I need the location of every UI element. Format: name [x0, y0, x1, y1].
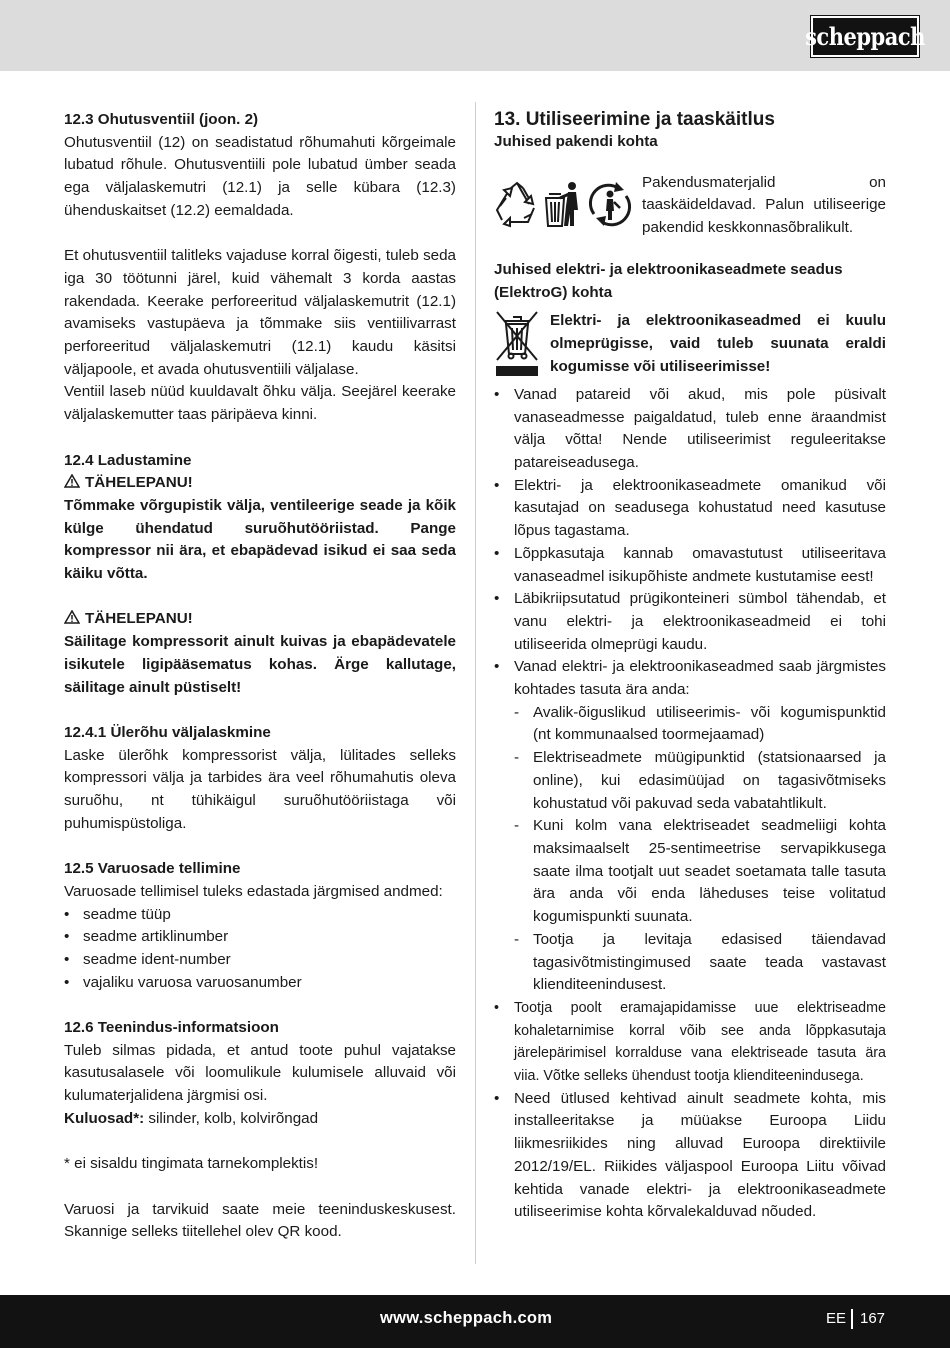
packaging-heading: Juhised pakendi kohta — [494, 133, 658, 150]
section-12-4-heading: 12.4 Ladustamine — [64, 451, 192, 469]
logo-text: scheppach — [805, 22, 925, 51]
section-12-3-paragraph-2: Et ohutusventiil talitleks vajaduse korral õigesti, tuleb seda iga 30 töötunni järel, kuid vähemalt 3 korda aastas rakendada. Keerake perforeeritud väljalaskemutrit (12.1) avamiseks vastupäeva ja tõmmake siis ventiilivarrast perforeeritud väljalaskemutri (12.1) kaudu käsitsi väljapoole, et avada ohutusventiili väljalase. — [64, 247, 456, 378]
list-item: • Tootja poolt eramajapidamisse uue elektriseadme kohaletarnimise korral võib see anda lõppkasutaja järelepärimisel korralduse vana elektriseade tasuta ära viia. Võtke selleks ühendust tootja klienditeenindusega. — [494, 997, 886, 1088]
warning-2-label: TÄHELEPANU! — [85, 610, 193, 628]
packaging-row — [494, 172, 886, 240]
list-item: • seadme artiklinumber — [64, 926, 456, 949]
list-item: • Vanad patareid või akud, mis pole püsivalt vanaseadmesse paigaldatud, tuleb enne äraandmist välja võtta! Nende utiliseerimist reguleeritakse patareiseadusega. — [494, 384, 886, 475]
wear-parts-line — [64, 1108, 456, 1131]
warning-triangle-icon — [64, 610, 80, 624]
trash-bin-person-icon — [544, 180, 582, 228]
section-12-3-paragraph-1: Ohutusventiil (12) on seadistatud rõhumahuti kõrgeimale lubatud rõhule. Ohutusventiili pole lubatud ümber seada ega väljalaskemutri (12.1) ja selle kübara (12.3) ühenduskaitset (12.2) eemaldada. — [64, 133, 456, 219]
section-13-title: 13. Utiliseerimine ja taaskäitlus — [494, 109, 775, 130]
sub-list-item: - Avalik-õiguslikud utiliseerimis- või kogumispunktid (nt kommunaalsed toormejaamad) — [514, 702, 886, 747]
collection-points-list — [514, 702, 886, 997]
footer-bar — [0, 1295, 950, 1348]
warning-1-text: Tõmmake võrgupistik välja, ventileerige seade ja kõik külge ühendatud suruõhutööriistad. Pange kompressor nii ära, et ebapädevad isikud ei saa seda käiku võtta. — [64, 496, 456, 583]
list-item: • Need ütlused kehtivad ainult seadmete kohta, mis installeeritakse ja müüakse Euroopa Liidu liikmesriikides ning alluvad Euroopa direktiivile 2012/19/EL. Riikides väljaspool Euroopa Liitu võivad kehtida vanade elektri- ja elektroonikaseadmete utiliseerimise kohta kõrvalekalduvad nõuded. — [494, 1088, 886, 1224]
packaging-text: Pakendusmaterjalid on taaskäideldavad. Palun utiliseerige pakendid keskkonnasõbralikult. — [642, 173, 886, 237]
crossed-out-bin-icon — [494, 310, 540, 376]
list-item: • Läbikriipsutatud prügikonteineri sümbol tähendab, et vanu elektri- ja elektroonikaseadmeid ei tohi utiliseerida olmeprügi kaudu. — [494, 588, 886, 656]
warning-triangle-icon — [64, 474, 80, 488]
weee-symbol — [494, 310, 550, 384]
list-item: • seadme tüüp — [64, 904, 456, 927]
collection-points-intro: • Vanad elektri- ja elektroonikaseadmed saab järgmistes kohtades tasuta ära anda: — [514, 658, 886, 699]
weee-warning-text: Elektri- ja elektroonikaseadmed ei kuulu olmeprügisse, vaid tuleb suunata eraldi kogumisse või utiliseerimisse! — [550, 312, 886, 375]
website-link[interactable]: www.scheppach.com — [380, 1309, 553, 1327]
footer-separator — [851, 1309, 853, 1329]
spare-parts-list — [64, 904, 456, 995]
weee-bullet-list — [494, 384, 886, 1224]
list-item: • vajaliku varuosa varuosanumber — [64, 972, 456, 995]
closing-text: Varuosi ja tarvikuid saate meie teeninduskeskusest. Skannige selleks tiitellehel olev QR kood. — [64, 1200, 456, 1241]
list-item: • Lõppkasutaja kannab omavastutust utiliseeritava vanaseadmel isikupõhiste andmete kustutamise eest! — [494, 543, 886, 588]
section-12-6-heading: 12.6 Teenindus-informatsioon — [64, 1019, 279, 1037]
section-12-6-text: Tuleb silmas pidada, et antud toote puhul vajatakse kasutusalasele või loomulikule kulumisele alluvaid või kulumaterjalidena järgmisi osi. — [64, 1041, 456, 1105]
section-12-3-paragraph-3: Ventiil laseb nüüd kuuldavalt õhku välja. Seejärel keerake väljalaskemutter taas päripäeva kinni. — [64, 383, 456, 424]
warning-2-text: Säilitage kompressorit ainult kuivas ja ebapädevatele isikutele ligipääsematus kohas. Ärge kallutage, säilitage ainult püstiselt! — [64, 633, 456, 696]
weee-notice — [494, 310, 886, 384]
warning-1-label-row — [64, 472, 456, 495]
weee-heading: Juhised elektri- ja elektroonikaseadmete seadus (ElektroG) kohta — [494, 260, 843, 301]
recycling-person-icon — [586, 180, 632, 228]
list-item-collection-points — [494, 656, 886, 997]
section-12-3-heading: 12.3 Ohutusventiil (joon. 2) — [64, 111, 259, 128]
sub-list-item: - Kuni kolm vana elektriseadet seadmeliigi kohta maksimaalselt 25-sentimeetrise servapikkusega saate ilma tootjalt uut seadet soetamata talle tasuta ära anda või enda läheduses teise volitatud kogumispunkti suunata. — [514, 815, 886, 929]
sub-list-item: - Tootja ja levitaja edasised täiendavad tagasivõtmistingimused saate teada vastavast klienditeenindusest. — [514, 929, 886, 997]
footnote: * ei sisaldu tingimata tarnekomplektis! — [64, 1155, 319, 1173]
section-12-5-intro: Varuosade tellimisel tuleks edastada järgmised andmed: — [64, 882, 443, 900]
brand-logo — [805, 16, 925, 57]
page-number: 167 — [860, 1310, 886, 1327]
list-item: • seadme ident-number — [64, 949, 456, 972]
recycle-icon — [494, 180, 540, 228]
list-item: • Elektri- ja elektroonikaseadmete omanikud või kasutajad on seadusega kohustatud need kasutuse lõpus tagastama. — [494, 475, 886, 543]
wear-parts-text: silinder, kolb, kolvirõngad — [144, 1109, 319, 1127]
column-divider — [475, 102, 476, 1264]
warning-1-label: TÄHELEPANU! — [85, 474, 193, 492]
section-12-4-1-heading: 12.4.1 Ülerõhu väljalaskmine — [64, 723, 271, 741]
section-12-5-heading: 12.5 Varuosade tellimine — [64, 860, 241, 878]
packaging-icons — [494, 172, 642, 228]
wear-parts-label: Kuluosad*: — [64, 1109, 145, 1127]
language-code: EE — [826, 1310, 847, 1327]
sub-list-item: - Elektriseadmete müügipunktid (statsionaarsed ja online), kui edasimüüjad on tagasivõtmiseks kohustatud või pakuvad seda vabatahtlikult. — [514, 747, 886, 815]
left-column — [64, 109, 456, 1244]
warning-2-label-row — [64, 608, 456, 631]
right-column — [494, 109, 886, 1224]
section-12-4-1-text: Laske ülerõhk kompressorist välja, lülitades selleks kompressori välja ja tarbides ära veel rõhumahutis oleva suruõhu, nt tühikäigul suruõhutööriistaga või puhumispüstoliga. — [64, 746, 456, 832]
